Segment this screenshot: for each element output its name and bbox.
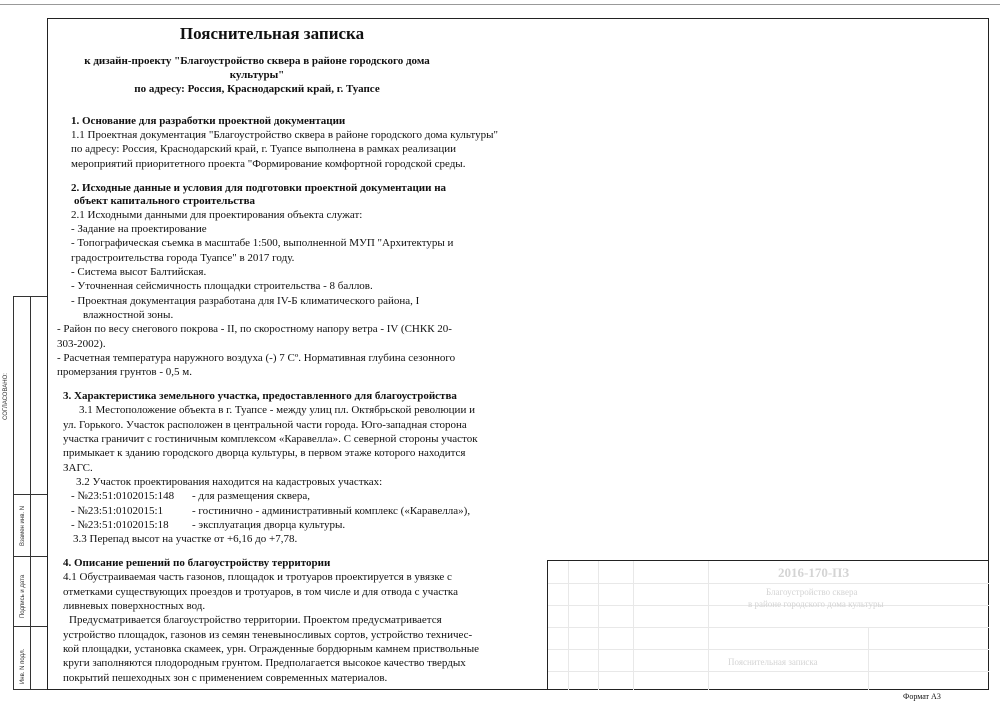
page-title: Пояснительная записка [179, 24, 365, 43]
section-1-line: мероприятий приоритетного проекта "Формирование комфортной городской среды. [71, 157, 466, 170]
drawing-code: 2016-170-ПЗ [778, 565, 850, 580]
top-border-line [0, 4, 1000, 5]
inv-original-label: Инв. N подл. [20, 648, 26, 684]
subtitle [57, 54, 457, 96]
side-stamp [0, 296, 47, 690]
section-4-line: отметками существующих проездов и тротуаров, в том числе и для отвода с участка [63, 585, 458, 598]
section-3-line: примыкает к зданию городского дворца культуры, в первом этаже которого находится [63, 447, 466, 460]
project-name-line: в районе городского дома культуры [748, 599, 884, 609]
section-2-line: - Уточненная сейсмичность площадки строительства - 8 баллов. [71, 280, 373, 293]
section-2-line: - Район по весу снегового покрова - II, по скоростному напору ветра - IV (СНКК 20- [57, 323, 452, 336]
section-3-line: 3.2 Участок проектирования находится на кадастровых участках: [76, 475, 383, 488]
sheet-title: Пояснительная записка [728, 657, 818, 667]
section-2-line: влажностной зоны. [83, 308, 174, 321]
note-body [57, 24, 537, 685]
subtitle-line: к дизайн-проекту "Благоустройство сквера в районе городского дома культуры" [84, 55, 430, 81]
section-4-line: покрытий пешеходных зон с применением современных материалов. [63, 671, 388, 684]
project-name-line: Благоустройство сквера [766, 587, 858, 597]
section-2-title: 2. Исходные данные и условия для подготовки проектной документации на [71, 181, 447, 194]
cadastral-use: - для размещения сквера, [192, 490, 311, 503]
cadastral-row [57, 504, 537, 518]
cadastral-use: - гостинично - административный комплекс («Каравелла»), [192, 504, 471, 517]
section-1-title: 1. Основание для разработки проектной документации [71, 115, 346, 127]
section-3-line: участка граничит с гостиничным комплексом «Каравелла». С северной стороны участок [63, 433, 478, 446]
cadastral-row [57, 518, 537, 532]
section-3-line: ул. Горького. Участок расположен в центральной части города. Юго-западная сторона [63, 418, 467, 431]
section-2-line: - Задание на проектирование [71, 223, 207, 236]
section-2-line: - Система высот Балтийская. [71, 266, 207, 279]
section-1-line: 1.1 Проектная документация "Благоустройство сквера в районе городского дома культуры" [71, 129, 498, 141]
subtitle-line: по адресу: Россия, Краснодарский край, г. Туапсе [134, 83, 380, 95]
section-4-line: ливневых поверхностных вод. [63, 600, 206, 613]
signature-date-label: Подпись и дата [20, 574, 26, 618]
title-block [547, 560, 989, 690]
section-3-title: 3. Характеристика земельного участка, предоставленного для благоустройства [63, 390, 457, 403]
section-4-line: устройство площадок, газонов из семян теневыносливых сортов, устройство техничес- [63, 628, 473, 641]
section-1-line: по адресу: Россия, Краснодарский край, г. Туапсе выполнена в рамках реализации [71, 143, 457, 156]
section-4-line: кой площадки, установка скамеек, урн. Огражденные бордюрным камнем приствольные [63, 642, 480, 655]
section-4-line: круги заполняются плодородным грунтом. Предполагается высокое качество твердых [63, 657, 466, 670]
section-3-line: 3.1 Местоположение объекта в г. Туапсе - между улиц пл. Октябрьской революции и [79, 404, 475, 417]
section-3-line: ЗАГС. [63, 461, 93, 474]
section-2-title: объект капитального строительства [74, 194, 256, 207]
replaced-inv-label: Взамен инв. N [20, 505, 26, 546]
cadastral-number: - №23:51:0102015:1 [71, 504, 164, 517]
section-2-line: 2.1 Исходными данными для проектирования объекта служат: [71, 208, 363, 221]
cadastral-row [57, 489, 537, 503]
format-label: Формат А3 [903, 692, 941, 701]
agreed-label: СОГЛАСОВАНО: [3, 373, 9, 420]
section-2-line: градостроительства города Туапсе" в 2017 году. [71, 251, 295, 264]
section-2-line: 303-2002). [57, 337, 106, 350]
cadastral-use: - эксплуатация дворца культуры. [192, 518, 346, 531]
cadastral-number: - №23:51:0102015:148 [71, 490, 175, 503]
section-4-line: Предусматривается благоустройство территории. Проектом предусматривается [69, 614, 442, 627]
section-2-line: - Расчетная температура наружного воздуха (-) 7 Сº. Нормативная глубина сезонного [57, 351, 456, 364]
section-2-line: промерзания грунтов - 0,5 м. [57, 366, 192, 379]
section-4-title: 4. Описание решений по благоустройству территории [63, 557, 331, 570]
section-4-line: 4.1 Обустраиваемая часть газонов, площадок и тротуаров проектируется в увязке с [63, 571, 452, 584]
section-2-line: - Проектная документация разработана для IV-Б климатического района, I [71, 294, 420, 307]
section-2-line: - Топографическая съемка в масштабе 1:500, выполненной МУП "Архитектуры и [71, 237, 454, 250]
cadastral-number: - №23:51:0102015:18 [71, 518, 169, 531]
section-3-elevation: 3.3 Перепад высот на участке от +6,16 до +7,78. [73, 533, 298, 546]
